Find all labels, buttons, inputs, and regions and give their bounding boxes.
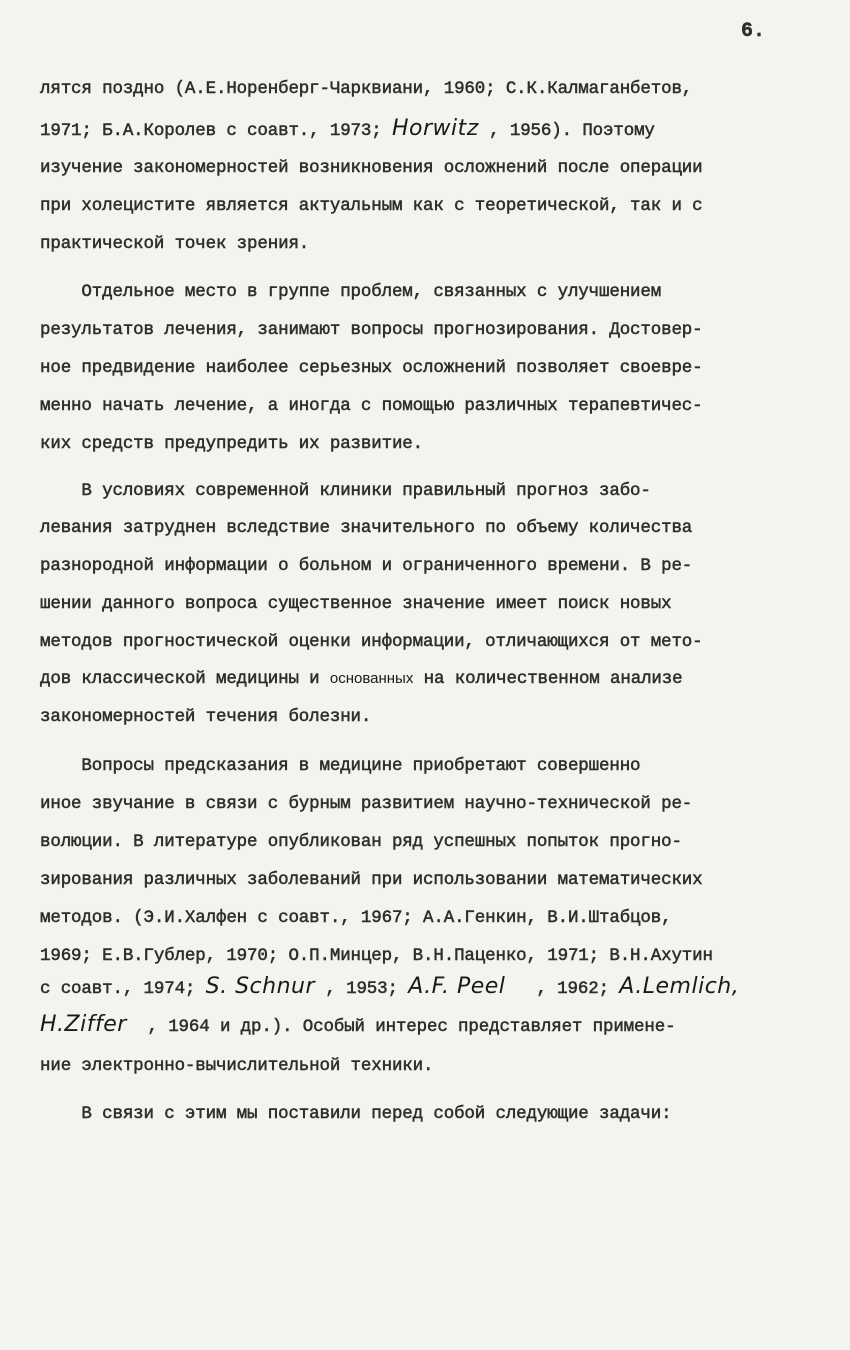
text-line: закономерностей течения болезни. xyxy=(40,707,372,727)
text-line: шении данного вопроса существенное значение имеет поиск новых xyxy=(40,594,672,614)
text-line: изучение закономерностей возникновения осложнений после операции xyxy=(40,158,703,178)
text-line: практической точек зрения. xyxy=(40,234,310,254)
text-segment: , 1953; xyxy=(315,979,409,999)
text-segment: , 1956). Поэтому xyxy=(478,121,655,141)
handwritten-insertion: Horwitz xyxy=(391,116,479,141)
text-line: лятся поздно (А.Е.Норенберг-Чарквиани, 1960; С.К.Калмаганбетов, xyxy=(40,79,693,99)
text-line: Вопросы предсказания в медицине приобретают совершенно xyxy=(40,756,641,776)
handwritten-insertion: H.Ziffer xyxy=(40,1012,127,1037)
text-line: 1969; Е.В.Гублер, 1970; О.П.Минцер, В.Н.Паценко, 1971; В.Н.Ахутин xyxy=(40,946,713,966)
text-line xyxy=(40,668,682,690)
text-line: иное звучание в связи с бурным развитием научно-технической ре- xyxy=(40,794,693,814)
text-line: В связи с этим мы поставили перед собой следующие задачи: xyxy=(40,1104,672,1124)
page-number: 6. xyxy=(741,20,766,43)
text-line: Отдельное место в группе проблем, связанных с улучшением xyxy=(40,282,662,302)
text-line: при холецистите является актуальным как с теоретической, так и с xyxy=(40,196,703,216)
text-segment: с соавт., 1974; xyxy=(40,979,206,999)
handwritten-insertion: A.Lemlich, xyxy=(619,974,740,999)
text-line: ких средств предупредить их развитие. xyxy=(40,434,424,454)
text-line: результатов лечения, занимают вопросы прогнозирования. Достовер- xyxy=(40,320,703,340)
text-line: методов прогностической оценки информации, отличающихся от мето- xyxy=(40,632,703,652)
handwritten-insertion: S. Schnur xyxy=(205,974,316,999)
text-line: разнородной информации о больном и ограниченного времени. В ре- xyxy=(40,556,693,576)
text-line: левания затруднен вследствие значительного по объему количества xyxy=(40,518,693,538)
text-segment: на количественном анализе xyxy=(413,669,683,689)
text-line: менно начать лечение, а иногда с помощью различных терапевтичес- xyxy=(40,396,703,416)
text-segment: , 1964 и др.). Особый интерес представляет примене- xyxy=(126,1017,676,1037)
text-segment: дов классической медицины и xyxy=(40,669,330,689)
handwritten-insertion: A.F. Peel xyxy=(408,974,506,999)
text-line: В условиях современной клиники правильный прогноз забо- xyxy=(40,481,651,501)
text-segment: , 1962; xyxy=(505,979,620,999)
text-line: ние электронно-вычислительной техники. xyxy=(40,1056,434,1076)
text-segment: 1971; Б.А.Королев с соавт., 1973; xyxy=(40,121,392,141)
text-line: методов. (Э.И.Халфен с соавт., 1967; А.А.Генкин, В.И.Штабцов, xyxy=(40,908,672,928)
text-line xyxy=(40,118,655,142)
text-line xyxy=(40,1014,675,1038)
text-line xyxy=(40,976,739,1000)
inserted-word: основанных xyxy=(329,670,414,687)
text-line: ное предвидение наиболее серьезных осложнений позволяет своевре- xyxy=(40,358,703,378)
text-line: зирования различных заболеваний при использовании математических xyxy=(40,870,703,890)
text-line: волюции. В литературе опубликован ряд успешных попыток прогно- xyxy=(40,832,682,852)
